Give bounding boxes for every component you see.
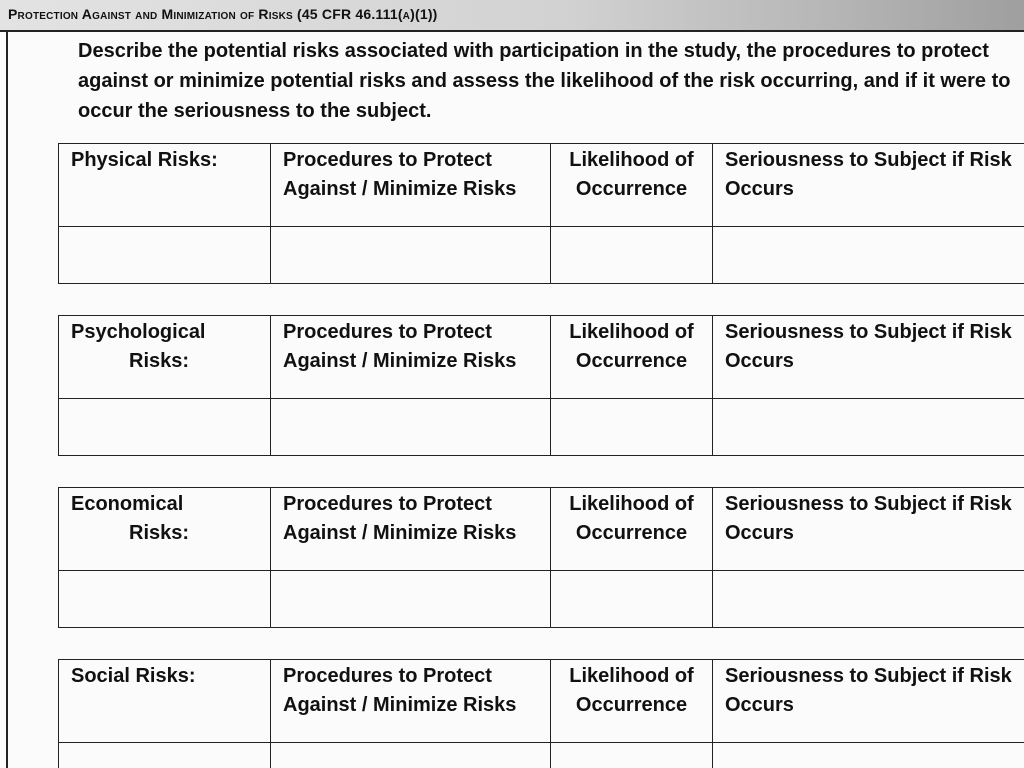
- risk-entry-cell[interactable]: [59, 571, 271, 628]
- likelihood-entry-cell[interactable]: [551, 399, 713, 456]
- risk-entry-cell[interactable]: [59, 743, 271, 768]
- procedures-header: Procedures to Protect Against / Minimize Risks: [271, 144, 551, 227]
- procedures-header: Procedures to Protect Against / Minimize Risks: [271, 488, 551, 571]
- likelihood-header: Likelihood of Occurrence: [551, 144, 713, 227]
- risk-entry-cell[interactable]: [59, 399, 271, 456]
- seriousness-entry-cell[interactable]: [713, 571, 1024, 628]
- procedures-entry-cell[interactable]: [271, 399, 551, 456]
- table-entry-row: [59, 743, 1024, 768]
- psychological-risks-table: [58, 315, 1024, 456]
- risk-type-label: Physical Risks:: [71, 149, 218, 171]
- procedures-header: Procedures to Protect Against / Minimize Risks: [271, 660, 551, 743]
- seriousness-header: Seriousness to Subject if Risk Occurs: [713, 660, 1024, 743]
- risk-type-header: [59, 488, 271, 571]
- risk-entry-cell[interactable]: [59, 227, 271, 284]
- risk-type-header: [59, 316, 271, 399]
- instructions-text: Describe the potential risks associated with participation in the study, the procedures to protect against or minimize potential risks and assess the likelihood of the risk occurring, and if it were to occur the seriousness to the subject.: [78, 40, 1011, 122]
- table-entry-row: [59, 571, 1024, 628]
- seriousness-entry-cell[interactable]: [713, 399, 1024, 456]
- table-entry-row: [59, 227, 1024, 284]
- risk-type-header: [59, 144, 271, 227]
- seriousness-header: Seriousness to Subject if Risk Occurs: [713, 488, 1024, 571]
- likelihood-entry-cell[interactable]: [551, 571, 713, 628]
- seriousness-entry-cell[interactable]: [713, 227, 1024, 284]
- table-header-row: [59, 660, 1024, 743]
- section-header: [0, 0, 1024, 32]
- risk-type-label: Economical Risks:: [71, 493, 190, 544]
- likelihood-entry-cell[interactable]: [551, 743, 713, 768]
- table-header-row: [59, 488, 1024, 571]
- likelihood-entry-cell[interactable]: [551, 227, 713, 284]
- physical-risks-table: [58, 143, 1024, 284]
- table-header-row: [59, 144, 1024, 227]
- economical-risks-table: [58, 487, 1024, 628]
- seriousness-entry-cell[interactable]: [713, 743, 1024, 768]
- risk-type-label: Psychological Risks:: [71, 321, 206, 372]
- seriousness-header: Seriousness to Subject if Risk Occurs: [713, 144, 1024, 227]
- procedures-entry-cell[interactable]: [271, 227, 551, 284]
- procedures-entry-cell[interactable]: [271, 743, 551, 768]
- table-entry-row: [59, 399, 1024, 456]
- risk-type-header: [59, 660, 271, 743]
- risk-type-label: Social Risks:: [71, 665, 196, 687]
- seriousness-header: Seriousness to Subject if Risk Occurs: [713, 316, 1024, 399]
- likelihood-header: Likelihood of Occurrence: [551, 316, 713, 399]
- likelihood-header: Likelihood of Occurrence: [551, 660, 713, 743]
- social-risks-table: [58, 659, 1024, 768]
- likelihood-header: Likelihood of Occurrence: [551, 488, 713, 571]
- table-header-row: [59, 316, 1024, 399]
- section-title: Protection Against and Minimization of Risks (45 CFR 46.111(a)(1)): [8, 6, 438, 22]
- procedures-header: Procedures to Protect Against / Minimize Risks: [271, 316, 551, 399]
- procedures-entry-cell[interactable]: [271, 571, 551, 628]
